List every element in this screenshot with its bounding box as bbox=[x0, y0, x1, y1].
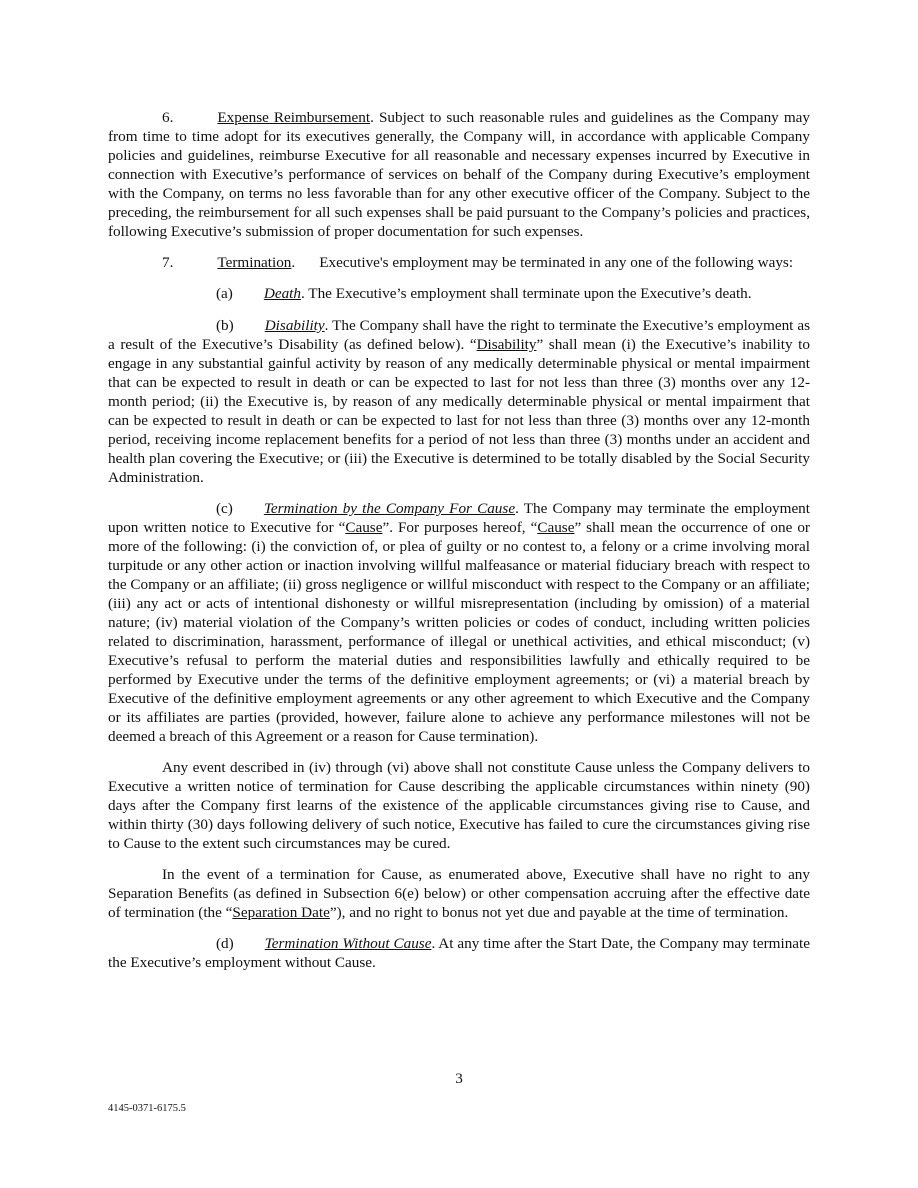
section-6-heading: Expense Reimbursement bbox=[217, 109, 371, 126]
subsection-c-text-2: ”. For purposes hereof, “ bbox=[382, 519, 538, 536]
subsection-c-defined-term-2: Cause bbox=[537, 519, 575, 536]
subsection-c bbox=[108, 499, 810, 746]
paragraph-cause-notice: Any event described in (iv) through (vi) above shall not constitute Cause unless the Company delivers to Executive a written notice of termination for Cause describing the applicable circumstances within ninety (90) days after the Company first learns of the existence of the applicable circumstances giving rise to Cause, and within thirty (30) days following delivery of such notice, Executive has failed to cure the circumstances giving rise to Cause to the extent such circumstances may be cured. bbox=[108, 759, 810, 852]
section-6 bbox=[108, 108, 810, 241]
document-id: 4145-0371-6175.5 bbox=[108, 1103, 186, 1114]
subsection-a-label: (a) bbox=[216, 285, 233, 302]
subsection-b-heading: Disability bbox=[264, 317, 325, 334]
subsection-d-text: . At any time after the Start Date, the Company may terminate the Executive’s employment without Cause. bbox=[108, 935, 810, 971]
subsection-b-defined-term: Disability bbox=[476, 336, 537, 353]
subsection-b-text-1: . The Company shall have the right to terminate the Executive’s employment as a result of the Executive’s Disability (as defined below). “ bbox=[108, 317, 810, 353]
document-page bbox=[108, 108, 810, 972]
section-7-heading: Termination bbox=[217, 254, 292, 271]
subsection-b bbox=[108, 316, 810, 487]
paragraph-separation-text-2: ”), and no right to bonus not yet due and payable at the time of termination. bbox=[329, 904, 789, 921]
subsection-b-label: (b) bbox=[216, 317, 234, 334]
separation-date-term: Separation Date bbox=[232, 904, 330, 921]
section-7: 7. Termination. Executive's employment may be terminated in any one of the following ways: bbox=[162, 254, 794, 271]
paragraph-separation-text-1: In the event of a termination for Cause, as enumerated above, Executive shall have no right to any Separation Benefits (as defined in Subsection 6(e) below) or other compensation accruing after the effective date of termination (the “ bbox=[108, 866, 810, 921]
subsection-b-text-2: ” shall mean (i) the Executive’s inability to engage in any substantial gainful activity by reason of any medically determinable physical or mental impairment that can be expected to result in death or can be expected to last for not less than three (3) months over any 12-month period; (ii) the Executive is, by reason of any medically determinable physical or mental impairment that can be expected to result in death or can be expected to last for not less than three (3) months over any 12-month period, receiving income replacement benefits for a period of not less than three (3) months under an accident and health plan covering the Executive; or (iii) the Executive is determined to be totally disabled by the Social Security Administration. bbox=[108, 336, 810, 486]
subsection-d bbox=[108, 934, 810, 972]
section-7-text: Executive's employment may be terminated in any one of the following ways: bbox=[319, 254, 794, 271]
section-7-number: 7. bbox=[162, 254, 174, 271]
paragraph-separation bbox=[108, 865, 810, 922]
subsection-d-label: (d) bbox=[216, 935, 234, 952]
subsection-c-heading: Termination by the Company For Cause bbox=[263, 500, 516, 517]
subsection-a-text: . The Executive’s employment shall terminate upon the Executive’s death. bbox=[300, 285, 752, 302]
subsection-c-text-1: . The Company may terminate the employment upon written notice to Executive for “ bbox=[108, 500, 810, 536]
subsection-c-label: (c) bbox=[216, 500, 233, 517]
section-6-text: . Subject to such reasonable rules and guidelines as the Company may from time to time adopt for its executives generally, the Company will, in accordance with applicable Company policies and guidelines, reimburse Executive for all reasonable and necessary expenses incurred by Executive in connection with Executive’s performance of services on behalf of the Company during Executive’s employment with the Company, on terms no less favorable than for any other executive officer of the Company. Subject to the preceding, the reimbursement for all such expenses shall be paid pursuant to the Company’s policies and practices, following Executive’s submission of proper documentation for such expenses. bbox=[108, 109, 810, 240]
subsection-a-heading: Death bbox=[263, 285, 301, 302]
section-6-number: 6. bbox=[162, 109, 174, 126]
subsection-d-heading: Termination Without Cause bbox=[264, 935, 432, 952]
subsection-c-text-3: ” shall mean the occurrence of one or more of the following: (i) the conviction of, or plea of guilty or no contest to, a felony or a crime involving moral turpitude or any other action or inaction involving willful malfeasance or material fiduciary breach with respect to the Company or an affiliate; (ii) gross negligence or willful misconduct with respect to the Company or an affiliate; (iii) any act or acts of intentional dishonesty or willful misrepresentation (including by omission) of a material nature; (iv) material violation of the Company’s written policies or codes of conduct, including written policies related to discrimination, harassment, performance of illegal or unethical activities, and ethical misconduct; (v) Executive’s refusal to perform the material duties and responsibilities lawfully and ethically required to be performed by Executive under the terms of the definitive employment agreements; or (vi) a material breach by Executive of the definitive employment agreements or any other agreement to which Executive and the Company or its affiliates are parties (provided, however, failure alone to achieve any performance milestones will not be deemed a breach of this Agreement or a reason for Cause termination). bbox=[108, 519, 810, 745]
subsection-c-defined-term-1: Cause bbox=[345, 519, 383, 536]
page-number: 3 bbox=[455, 1070, 463, 1087]
subsection-a bbox=[108, 284, 810, 303]
